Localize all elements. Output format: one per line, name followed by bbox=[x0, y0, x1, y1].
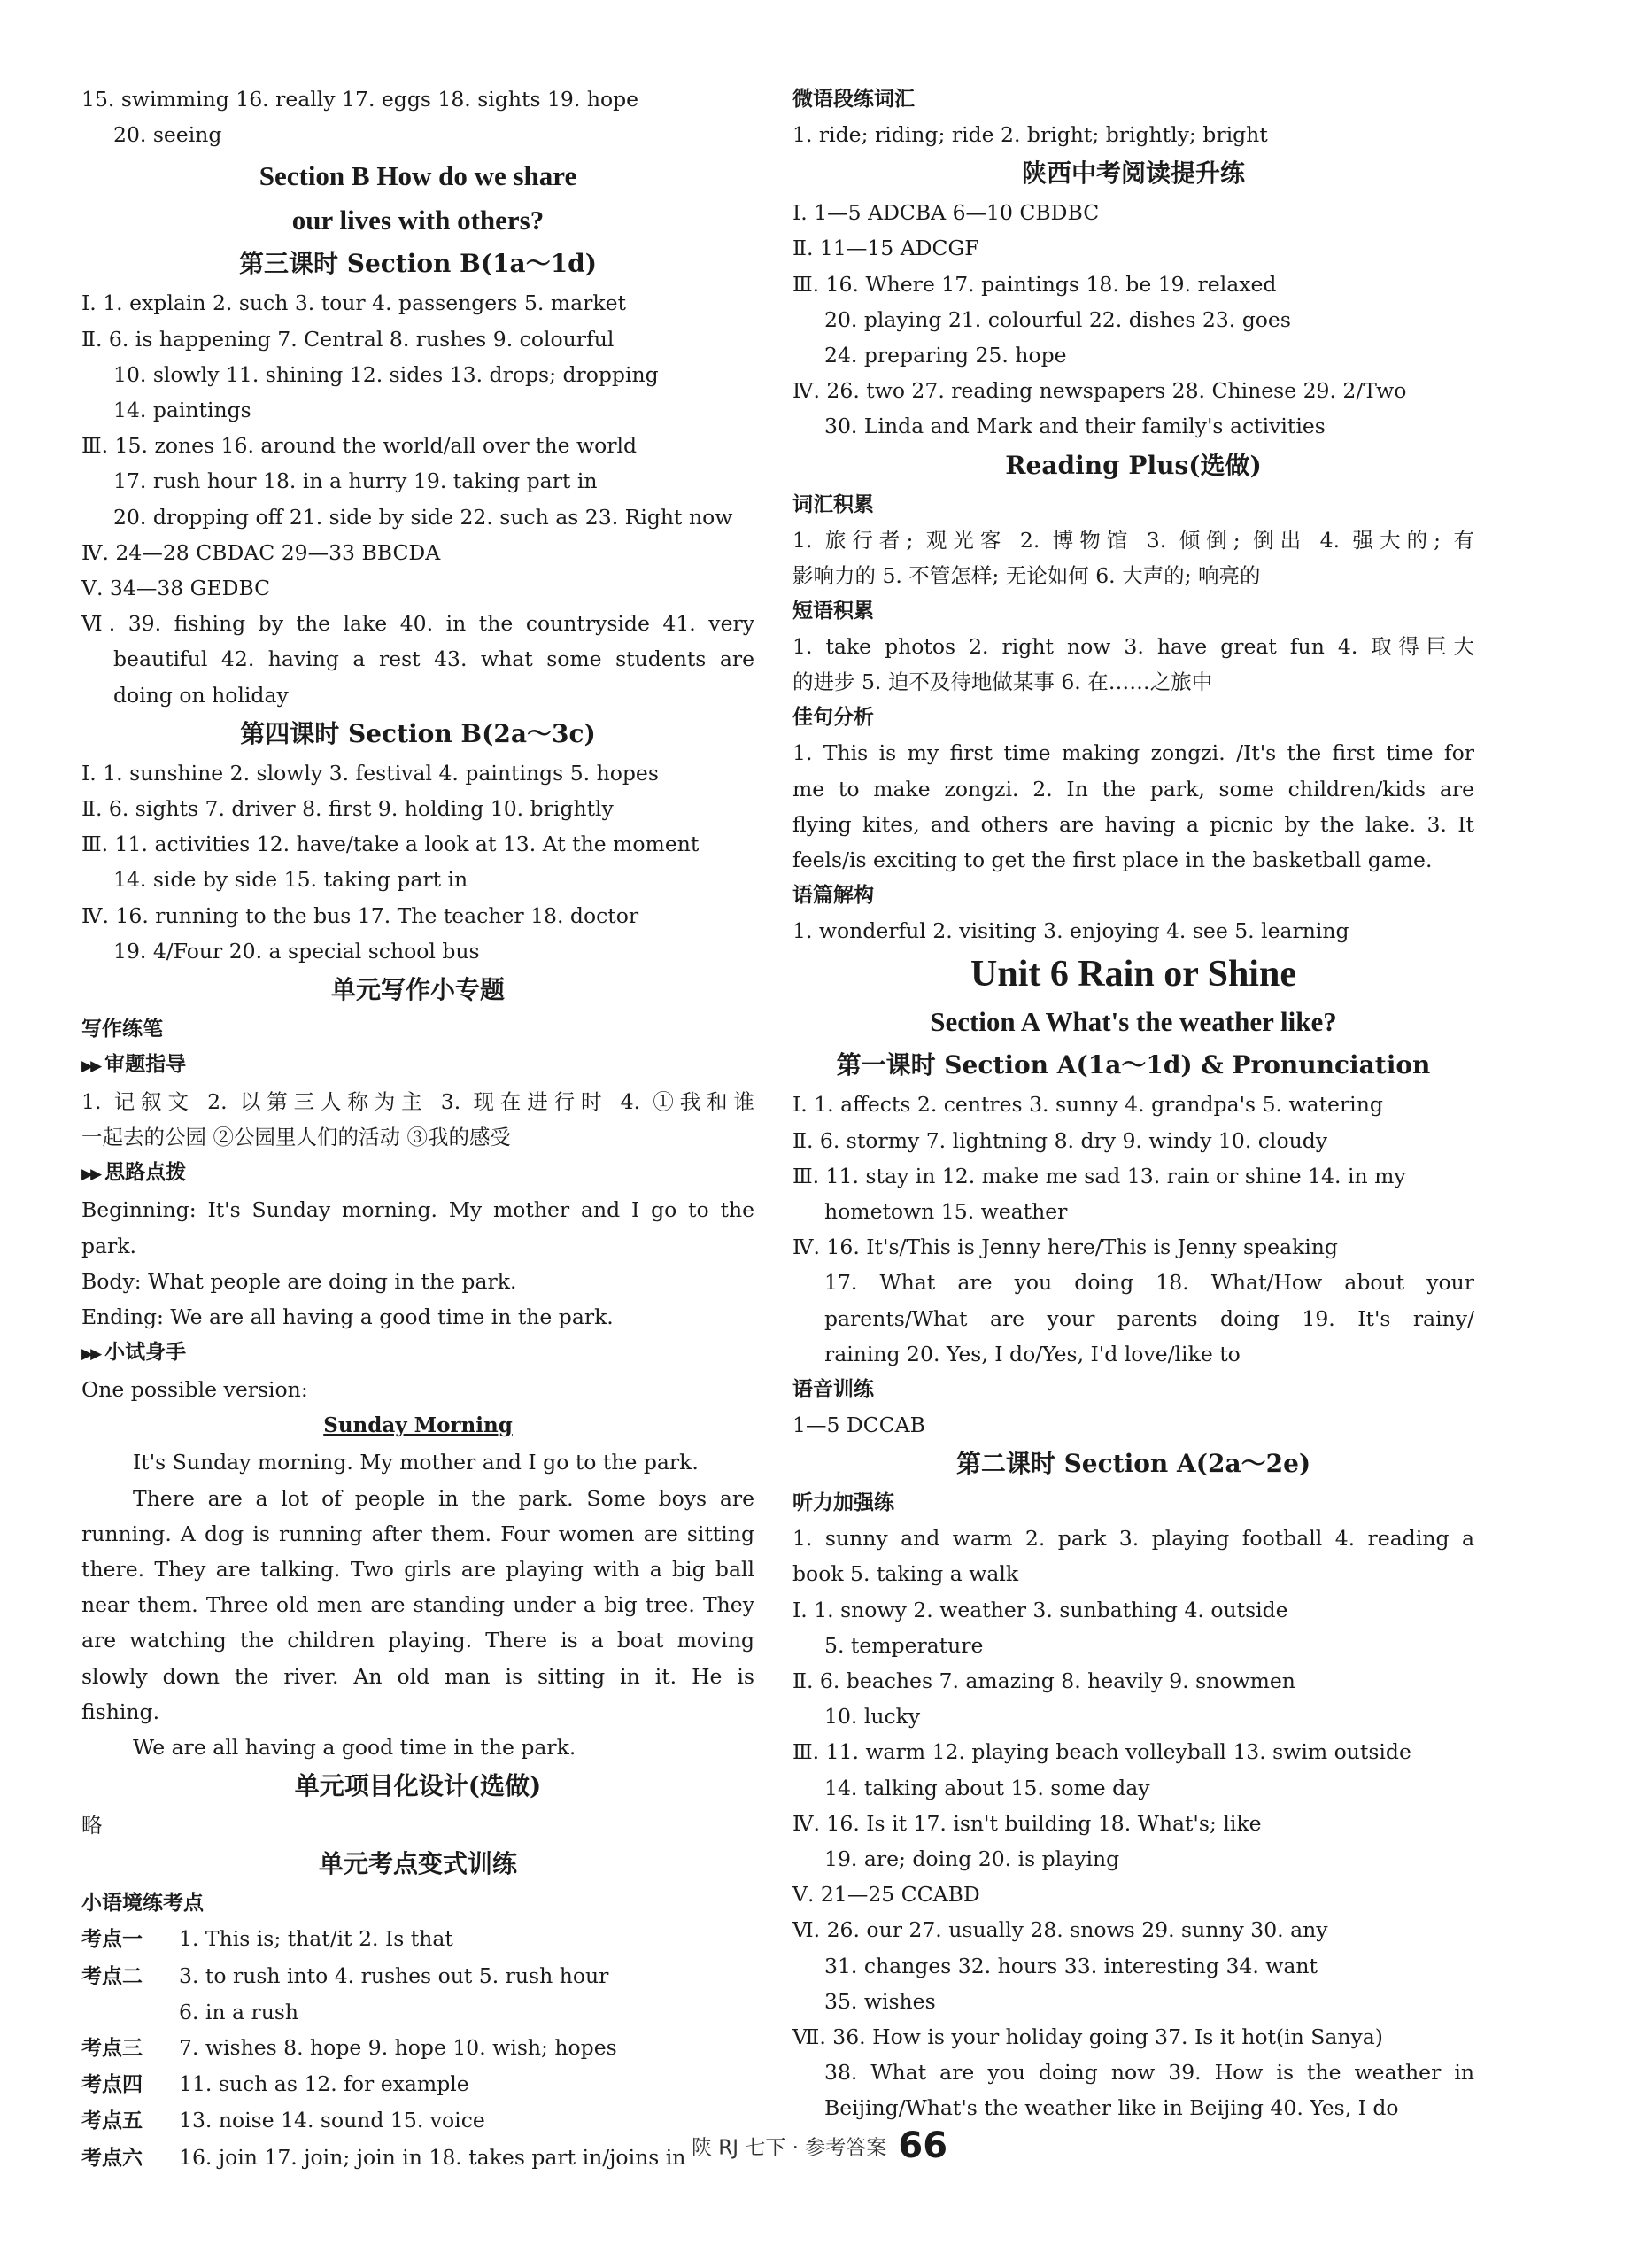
answer-line: Ⅵ. 26. our 27. usually 28. snows 29. sunny 30. any bbox=[792, 1917, 1328, 1943]
shaanxi-reading-title: 陕西中考阅读提升练 bbox=[1021, 159, 1245, 189]
ideas-heading bbox=[81, 1155, 754, 1192]
answer-line: Ⅱ. 11—15 ADCGF bbox=[792, 236, 979, 261]
answer-line: Ⅱ. 6. is happening 7. Central 8. rushes 9. colourful bbox=[81, 326, 615, 352]
try-heading bbox=[81, 1335, 754, 1372]
answer-line: Beginning: It's Sunday morning. My mother and I go to the bbox=[81, 1197, 754, 1223]
page-footer bbox=[0, 2125, 1639, 2166]
essay-line: It's Sunday morning. My mother and I go to the park. bbox=[133, 1450, 699, 1475]
answer-line: 1. This is my first time making zongzi. /It's the first time for bbox=[792, 740, 1474, 766]
double-triangle-icon: ▶▶ bbox=[81, 1345, 100, 1364]
answer-line: 1. sunny and warm 2. park 3. playing football 4. reading a bbox=[792, 1526, 1474, 1552]
answer-line: doing on holiday bbox=[113, 682, 289, 708]
answer-line: hometown 15. weather bbox=[824, 1198, 1068, 1224]
kaodian-label: 考点五 bbox=[81, 2109, 143, 2133]
answer-line: 20. dropping off 21. side by side 22. such as 23. Right now bbox=[113, 504, 733, 530]
answer-line: flying kites, and others are having a picnic by the lake. 3. It bbox=[792, 811, 1474, 837]
answer-line: 17. What are you doing 18. What/How about your bbox=[824, 1270, 1474, 1296]
essay-line: fishing. bbox=[81, 1699, 160, 1724]
answer-line: Ⅲ. 15. zones 16. around the world/all over the world bbox=[81, 433, 638, 459]
answer-line: Ⅰ. 1—5 ADCBA 6—10 CBDBC bbox=[792, 200, 1100, 226]
answer-line: 1. ride; riding; ride 2. bright; brightly; bright bbox=[792, 122, 1268, 147]
answer-line: Ⅶ. 36. How is your holiday going 37. Is it hot(in Sanya) bbox=[792, 2024, 1383, 2049]
left-column bbox=[81, 81, 754, 2176]
essay-line: We are all having a good time in the park. bbox=[133, 1734, 576, 1760]
writing-topic-title: 单元写作小专题 bbox=[330, 975, 505, 1005]
answer-line: 17. rush hour 18. in a hurry 19. taking part in bbox=[113, 468, 598, 494]
answer-line: Ⅱ. 6. sights 7. driver 8. first 9. holding 10. brightly bbox=[81, 796, 614, 822]
phrase-label: 短语积累 bbox=[792, 600, 874, 623]
answer-line: 1. 记叙文 2. 以第三人称为主 3. 现在进行时 4. ①我和谁 bbox=[81, 1089, 754, 1115]
answer-line: Ⅰ. 1. sunshine 2. slowly 3. festival 4. paintings 5. hopes bbox=[81, 760, 659, 786]
kaodian-text: 1. This is; that/it 2. Is that bbox=[179, 1926, 453, 1952]
answer-line: 20. playing 21. colourful 22. dishes 23. goes bbox=[824, 306, 1291, 332]
answer-line: 14. talking about 15. some day bbox=[824, 1775, 1150, 1800]
answer-line: beautiful 42. having a rest 43. what some students are bbox=[113, 646, 754, 672]
answer-line: Ⅰ. 1. affects 2. centres 3. sunny 4. grandpa's 5. watering bbox=[792, 1092, 1383, 1118]
ideas-label: 思路点拨 bbox=[104, 1161, 187, 1185]
lesson4-title: 第四课时 Section B(2a～3c) bbox=[240, 718, 596, 748]
phonics-label: 语音训练 bbox=[792, 1377, 874, 1401]
essay-line: near them. Three old men are standing under a big tree. They bbox=[81, 1592, 754, 1618]
kaodian-text: 6. in a rush bbox=[179, 1999, 299, 2024]
mini-context-label: 小语境练考点 bbox=[81, 1892, 204, 1916]
right-column bbox=[792, 81, 1474, 2126]
project-title: 单元项目化设计(选做) bbox=[294, 1771, 542, 1801]
answer-line: park. bbox=[81, 1233, 136, 1258]
answer-line: 的进步 5. 迫不及待地做某事 6. 在……之旅中 bbox=[792, 670, 1213, 695]
project-body: 略 bbox=[81, 1813, 103, 1838]
unit-title: Unit 6 Rain or Shine bbox=[970, 954, 1296, 995]
answer-line: Ⅴ. 21—25 CCABD bbox=[792, 1882, 980, 1908]
kaodian-row bbox=[81, 2066, 754, 2102]
answer-line: Ⅱ. 6. beaches 7. amazing 8. heavily 9. snowmen bbox=[792, 1668, 1295, 1693]
sentence-label: 佳句分析 bbox=[792, 706, 874, 730]
kaodian-label: 考点六 bbox=[81, 2146, 143, 2170]
essay-line: There are a lot of people in the park. Some boys are bbox=[133, 1485, 754, 1511]
discourse-label: 语篇解构 bbox=[792, 884, 874, 908]
lesson2-title: 第二课时 Section A(2a～2e) bbox=[955, 1449, 1311, 1479]
answer-line: 1—5 DCCAB bbox=[792, 1412, 925, 1437]
answer-line: Ⅰ. 1. snowy 2. weather 3. sunbathing 4. outside bbox=[792, 1597, 1288, 1622]
answer-line: Ⅳ. 24—28 CBDAC 29—33 BBCDA bbox=[81, 539, 441, 565]
answer-line: Ⅴ. 34—38 GEDBC bbox=[81, 576, 271, 601]
double-triangle-icon: ▶▶ bbox=[81, 1165, 100, 1184]
answer-line: 14. paintings bbox=[113, 398, 251, 423]
answer-line: Ⅵ. 39. fishing by the lake 40. in the countryside 41. very bbox=[81, 611, 754, 637]
answer-line: 24. preparing 25. hope bbox=[824, 343, 1067, 368]
kaodian-row bbox=[81, 1958, 754, 1994]
essay-line: running. A dog is running after them. Four women are sitting bbox=[81, 1521, 754, 1546]
kaodian-label: 考点二 bbox=[81, 1964, 143, 1988]
essay-line: there. They are talking. Two girls are playing with a big ball bbox=[81, 1557, 754, 1582]
writing-practice-label: 写作练笔 bbox=[81, 1018, 163, 1041]
answer-line: 10. slowly 11. shining 12. sides 13. drops; dropping bbox=[113, 361, 659, 387]
double-triangle-icon: ▶▶ bbox=[81, 1057, 100, 1076]
answer-line: 15. swimming 16. really 17. eggs 18. sights 19. hope bbox=[81, 87, 639, 112]
section-a-title: Section A What's the weather like? bbox=[930, 1006, 1337, 1038]
answer-line: 30. Linda and Mark and their family's activities bbox=[824, 414, 1326, 439]
answer-line: Ⅳ. 26. two 27. reading newspapers 28. Chinese 29. 2/Two bbox=[792, 378, 1407, 404]
answer-line: Ⅳ. 16. running to the bus 17. The teacher 18. doctor bbox=[81, 902, 639, 928]
kaodian-text: 7. wishes 8. hope 9. hope 10. wish; hopes bbox=[179, 2034, 617, 2060]
answer-line: Ⅰ. 1. explain 2. such 3. tour 4. passengers 5. market bbox=[81, 290, 626, 316]
micro-vocab-label: 微语段练词汇 bbox=[792, 88, 915, 111]
vocab-label: 词汇积累 bbox=[792, 492, 874, 516]
answer-line: raining 20. Yes, I do/Yes, I'd love/like to bbox=[824, 1341, 1241, 1366]
answer-line: Ⅲ. 16. Where 17. paintings 18. be 19. relaxed bbox=[792, 271, 1277, 297]
essay-title: Sunday Morning bbox=[323, 1413, 513, 1438]
answer-line: Beijing/What's the weather like in Beijing 40. Yes, I do bbox=[824, 2095, 1399, 2121]
answer-line: Ⅲ. 11. warm 12. playing beach volleyball 13. swim outside bbox=[792, 1739, 1411, 1765]
answer-line: 1. 旅行者; 观光客 2. 博物馆 3. 倾倒; 倒出 4. 强大的; 有 bbox=[792, 527, 1474, 553]
answer-line: 38. What are you doing now 39. How is the weather in bbox=[824, 2060, 1474, 2086]
version-label: One possible version: bbox=[81, 1377, 308, 1403]
variant-title: 单元考点变式训练 bbox=[318, 1849, 517, 1879]
answer-line: 19. 4/Four 20. a special school bus bbox=[113, 938, 480, 964]
guide-label: 审题指导 bbox=[104, 1053, 187, 1077]
lesson1-title: 第一课时 Section A(1a～1d) & Pronunciation bbox=[836, 1050, 1431, 1080]
answer-line: Ⅲ. 11. stay in 12. make me sad 13. rain or shine 14. in my bbox=[792, 1163, 1406, 1188]
answer-line: Ⅳ. 16. Is it 17. isn't building 18. What's; like bbox=[792, 1810, 1262, 1836]
essay-line: slowly down the river. An old man is sitting in it. He is bbox=[81, 1663, 754, 1689]
kaodian-row bbox=[81, 1994, 754, 2030]
answer-line: 5. temperature bbox=[824, 1632, 984, 1658]
section-b-title-line2: our lives with others? bbox=[291, 205, 545, 236]
answer-line: 14. side by side 15. taking part in bbox=[113, 867, 468, 893]
kaodian-label: 考点一 bbox=[81, 1928, 143, 1952]
kaodian-label: 考点三 bbox=[81, 2036, 143, 2060]
answer-line: Ending: We are all having a good time in the park. bbox=[81, 1304, 614, 1330]
reading-plus-title: Reading Plus(选做) bbox=[1005, 450, 1262, 480]
kaodian-text: 3. to rush into 4. rushes out 5. rush hour bbox=[179, 1962, 609, 1988]
answer-line: 19. are; doing 20. is playing bbox=[824, 1846, 1120, 1871]
answer-line: 1. take photos 2. right now 3. have great fun 4. 取得巨大 bbox=[792, 634, 1474, 660]
answer-line: feels/is exciting to get the first place in the basketball game. bbox=[792, 847, 1433, 872]
answer-line: 一起去的公园 ②公园里人们的活动 ③我的感受 bbox=[81, 1125, 511, 1150]
answer-line: Ⅲ. 11. activities 12. have/take a look at 13. At the moment bbox=[81, 832, 700, 857]
listening-label: 听力加强练 bbox=[792, 1491, 894, 1515]
essay-line: are watching the children playing. There is a boat moving bbox=[81, 1628, 754, 1653]
answer-line: 10. lucky bbox=[824, 1704, 921, 1730]
answer-line: me to make zongzi. 2. In the park, some children/kids are bbox=[792, 776, 1474, 801]
kaodian-row bbox=[81, 2030, 754, 2066]
answer-line: 31. changes 32. hours 33. interesting 34. want bbox=[824, 1953, 1318, 1978]
kaodian-text: 11. such as 12. for example bbox=[179, 2071, 469, 2097]
answer-line: 20. seeing bbox=[113, 122, 222, 148]
section-b-title-line1: Section B How do we share bbox=[259, 160, 577, 192]
answer-line: Ⅳ. 16. It's/This is Jenny here/This is Jenny speaking bbox=[792, 1235, 1338, 1260]
guide-heading bbox=[81, 1047, 754, 1084]
answer-line: 35. wishes bbox=[824, 1988, 936, 2014]
answer-line: 影响力的 5. 不管怎样; 无论如何 6. 大声的; 响亮的 bbox=[792, 562, 1261, 588]
lesson3-title: 第三课时 Section B(1a～1d) bbox=[238, 249, 598, 279]
try-label: 小试身手 bbox=[104, 1341, 187, 1365]
answer-line: book 5. taking a walk bbox=[792, 1561, 1019, 1587]
answer-line: parents/What are your parents doing 19. It's rainy/ bbox=[824, 1305, 1474, 1331]
kaodian-row bbox=[81, 1921, 754, 1957]
footer-label: 陕 RJ 七下 · 参考答案 bbox=[691, 2136, 887, 2160]
answer-line: 1. wonderful 2. visiting 3. enjoying 4. see 5. learning bbox=[792, 918, 1349, 944]
page-number: 66 bbox=[898, 2125, 948, 2166]
answer-line: Body: What people are doing in the park. bbox=[81, 1268, 517, 1294]
answer-line: Ⅱ. 6. stormy 7. lightning 8. dry 9. windy 10. cloudy bbox=[792, 1127, 1328, 1153]
kaodian-label: 考点四 bbox=[81, 2073, 143, 2097]
kaodian-text: 16. join 17. join; join in 18. takes part in/joins in bbox=[179, 2144, 686, 2170]
kaodian-text: 13. noise 14. sound 15. voice bbox=[179, 2108, 485, 2133]
